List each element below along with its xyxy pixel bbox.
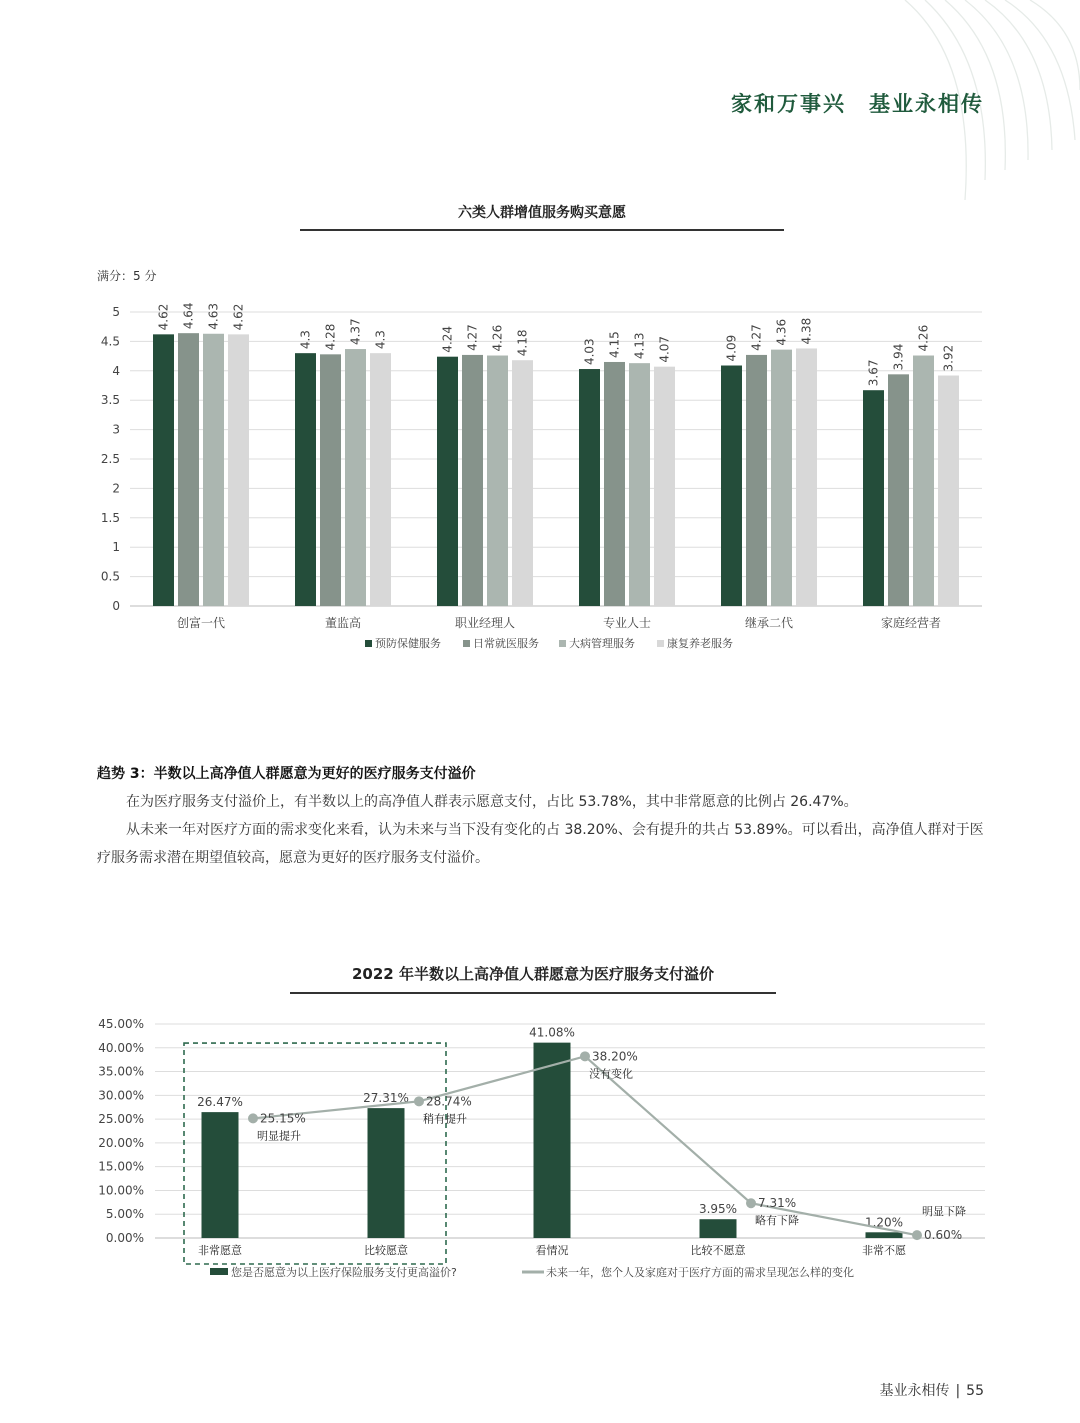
chart1-ytick-label: 4.5: [100, 334, 120, 349]
chart1-bar: [320, 354, 341, 606]
chart2-category-label: 看情况: [535, 1244, 569, 1257]
chart1-ytick-label: 0.5: [100, 569, 120, 584]
chart2-line-point: [580, 1051, 590, 1061]
chart1-data-label: 4.27: [465, 324, 480, 351]
trend-heading: 趋势 3：半数以上高净值人群愿意为更好的医疗服务支付溢价: [97, 766, 476, 782]
chart1-legend-swatch: [463, 640, 470, 647]
chart1-ytick-label: 1.5: [100, 510, 120, 525]
chart1-legend-swatch: [657, 640, 664, 647]
chart1-ytick-label: 5: [112, 305, 120, 319]
chart2-bar: [202, 1112, 239, 1238]
chart2-ytick-label: 30.00%: [98, 1088, 144, 1103]
chart1-title-rule: [300, 229, 784, 231]
chart1-category-label: 继承二代: [744, 616, 794, 630]
chart2-category-label: 比较不愿意: [690, 1244, 746, 1257]
chart1-bar: [796, 348, 817, 606]
chart1-category-label: 董监高: [324, 616, 362, 630]
chart2-category-label: 比较愿意: [364, 1244, 408, 1257]
trend-paragraph-2: 从未来一年对医疗方面的需求变化来看，认为未来与当下没有变化的占 38.20%、会有提升的共占 53.89%。可以看出，高净值人群对于医疗服务需求潜在期望值较高，愿意为更好的医疗服务支付溢价。: [97, 822, 984, 866]
chart1-ytick-label: 3: [112, 422, 120, 437]
chart2-line: [253, 1056, 917, 1235]
chart1-bar: [153, 334, 174, 606]
chart1-data-label: 4.37: [348, 318, 363, 346]
chart2-category-label: 非常不愿: [862, 1244, 906, 1257]
trend-paragraph-1: 在为医疗服务支付溢价上，有半数以上的高净值人群表示愿意支付，占比 53.78%，其中非常愿意的比例占 26.47%。: [126, 794, 858, 810]
chart2-line-label: 0.60%: [924, 1228, 963, 1243]
chart1-bar: [604, 362, 625, 606]
chart2-title: 2022 年半数以上高净值人群愿意为医疗服务支付溢价: [352, 965, 714, 983]
chart1-bar: [746, 355, 767, 606]
chart1-category-label: 创富一代: [176, 616, 226, 630]
chart1-bar: [512, 360, 533, 606]
chart1-category-label: 职业经理人: [454, 616, 516, 630]
chart2-line-point: [746, 1198, 756, 1208]
chart2-line-label: 28.74%: [426, 1094, 472, 1109]
chart1-data-label: 4.03: [582, 338, 597, 366]
chart2-line-point: [248, 1113, 258, 1123]
chart2-legend-label-line: 未来一年，您个人及家庭对于医疗方面的需求呈现怎么样的变化: [546, 1266, 854, 1279]
chart1-bar: [345, 349, 366, 606]
chart2-bar-label: 3.95%: [698, 1202, 738, 1217]
chart1-data-label: 3.92: [941, 344, 956, 372]
chart2-point-name: 稍有提升: [423, 1112, 467, 1126]
chart1-data-label: 3.67: [866, 359, 881, 387]
chart1-category-label: 家庭经营者: [880, 616, 942, 630]
chart2-point-name: 没有变化: [589, 1067, 633, 1081]
chart2-bar-label: 1.20%: [864, 1215, 904, 1230]
chart1-ytick-label: 1: [112, 540, 120, 555]
chart2-bar-label: 41.08%: [529, 1025, 575, 1040]
chart1-ytick-label: 4: [112, 363, 120, 378]
chart1-data-label: 4.15: [607, 331, 622, 358]
chart1-bar: [654, 367, 675, 606]
chart2-point-name: 明显下降: [922, 1205, 966, 1219]
chart2-ytick-label: 10.00%: [98, 1183, 144, 1198]
chart1-bar: [721, 366, 742, 606]
chart2-category-label: 非常愿意: [198, 1244, 242, 1257]
trend-section: [97, 760, 987, 872]
chart2-line-label: 38.20%: [592, 1049, 638, 1064]
footer-text: 基业永相传: [879, 1383, 950, 1399]
chart1-legend-label: 康复养老服务: [667, 637, 733, 650]
chart1-data-label: 4.28: [323, 323, 338, 351]
footer-separator: |: [955, 1383, 961, 1399]
chart2-ytick-label: 15.00%: [98, 1159, 144, 1174]
chart1-bar: [228, 334, 249, 606]
chart2-ytick-label: 20.00%: [98, 1135, 144, 1150]
chart1-data-label: 4.07: [657, 335, 672, 363]
chart2-line-point: [414, 1096, 424, 1106]
chart2-legend-label-bar: 您是否愿意为以上医疗保险服务支付更高溢价?: [231, 1266, 457, 1279]
chart1-unit-note: 满分：5 分: [97, 269, 157, 283]
chart2-ytick-label: 35.00%: [98, 1064, 144, 1079]
chart1-bar: [462, 355, 483, 606]
chart1-bar: [487, 356, 508, 606]
chart1-category-label: 专业人士: [602, 616, 652, 630]
chart1-bar: [629, 363, 650, 606]
chart1-ytick-label: 2.5: [100, 452, 120, 466]
chart2-svg: [0, 1010, 1080, 1295]
chart1-data-label: 4.09: [724, 334, 739, 362]
chart1-data-label: 4.3: [373, 330, 388, 350]
chart1-data-label: 4.27: [749, 324, 764, 351]
chart1-data-label: 4.24: [440, 325, 455, 353]
chart1-bar: [579, 369, 600, 606]
chart1-data-label: 4.36: [774, 318, 789, 346]
chart1-title: 六类人群增值服务购买意愿: [458, 205, 626, 221]
chart2-line-label: 7.31%: [758, 1196, 797, 1211]
chart1-legend-label: 日常就医服务: [473, 637, 539, 650]
chart2-title-rule: [290, 992, 776, 994]
chart1-data-label: 4.18: [515, 329, 530, 357]
chart1-legend-swatch: [365, 640, 372, 647]
chart2-point-name: 明显提升: [257, 1129, 301, 1143]
chart1-data-label: 4.62: [156, 303, 171, 331]
page-footer: [879, 1380, 984, 1400]
chart2-bar: [700, 1219, 737, 1238]
chart1-data-label: 4.38: [799, 317, 814, 345]
chart1-bar: [938, 376, 959, 606]
chart1-data-label: 4.3: [298, 330, 313, 350]
chart1-bar: [913, 356, 934, 606]
chart2-line-label: 25.15%: [260, 1111, 306, 1126]
chart1-data-label: 4.26: [916, 324, 931, 352]
chart1-bar: [888, 374, 909, 606]
page-header-title: 家和万事兴 基业永相传: [731, 92, 984, 116]
chart2-bar: [866, 1232, 903, 1238]
chart2-bar: [534, 1043, 571, 1238]
chart1-ytick-label: 2: [112, 481, 120, 496]
chart2-legend-swatch-bar: [210, 1268, 228, 1275]
chart2-ytick-label: 40.00%: [98, 1040, 144, 1055]
chart2-bar-label: 26.47%: [197, 1095, 243, 1110]
chart2-ytick-label: 5.00%: [105, 1207, 144, 1222]
chart2-point-name: 略有下降: [755, 1214, 799, 1228]
chart1-svg: [0, 290, 1080, 670]
chart2-bar-label: 27.31%: [363, 1091, 409, 1106]
chart1-bar: [295, 353, 316, 606]
chart1-data-label: 4.64: [181, 302, 196, 330]
chart1-bar: [771, 350, 792, 606]
chart1-legend-label: 预防保健服务: [375, 637, 441, 650]
chart1-bar: [178, 333, 199, 606]
chart1-legend-swatch: [559, 640, 566, 647]
chart2-ytick-label: 45.00%: [98, 1017, 144, 1031]
chart1-data-label: 4.13: [632, 332, 647, 360]
page-number: 55: [966, 1383, 984, 1399]
chart1-bar: [863, 390, 884, 606]
chart1-data-label: 4.63: [206, 303, 221, 330]
chart1-data-label: 4.26: [490, 324, 505, 352]
chart1-data-label: 3.94: [891, 343, 906, 371]
chart2-ytick-label: 25.00%: [98, 1112, 144, 1127]
chart2-bar: [368, 1108, 405, 1238]
chart1-bar: [203, 334, 224, 606]
chart1-bar: [437, 357, 458, 606]
chart1-bar: [370, 353, 391, 606]
chart1-legend-label: 大病管理服务: [569, 637, 635, 650]
chart2-ytick-label: 0.00%: [105, 1231, 144, 1245]
chart1-ytick-label: 0: [112, 599, 120, 613]
chart2-line-point: [912, 1230, 922, 1240]
chart1-ytick-label: 3.5: [100, 393, 120, 408]
chart1-data-label: 4.62: [231, 303, 246, 331]
